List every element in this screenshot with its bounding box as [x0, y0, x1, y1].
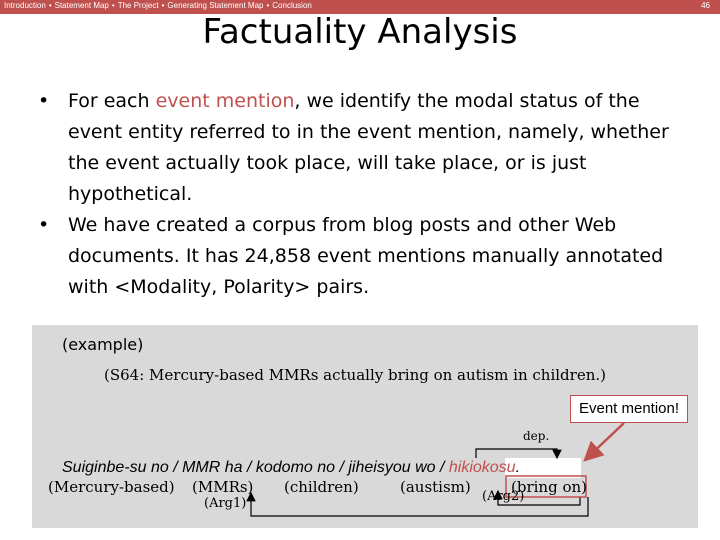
- example-sentence: (S64: Mercury-based MMRs actually bring on autism in children.): [104, 366, 606, 384]
- slide-title: Factuality Analysis: [202, 12, 518, 52]
- bullet-text-post: , we identify the modal status of the event entity referred to in the event mention, namely, whether the event actually took place, will take place, or is just hypothetical.: [68, 90, 669, 205]
- nav-separator: •: [48, 1, 52, 10]
- nav-item-introduction[interactable]: Introduction: [4, 1, 46, 10]
- nav-item-statement-map[interactable]: Statement Map: [54, 1, 109, 10]
- nav-separator: •: [266, 1, 270, 10]
- event-mention-term: event mention: [155, 90, 295, 112]
- dependency-arrows: [32, 325, 698, 528]
- bullet-marker: •: [38, 90, 50, 112]
- page-number: 46: [701, 1, 710, 10]
- gloss-mercury: (Mercury-based): [48, 478, 175, 496]
- gloss-mmrs: (MMRs): [192, 478, 254, 496]
- bullet-list: [36, 86, 686, 303]
- gloss-autism: (austism): [400, 478, 471, 496]
- nav-item-the-project[interactable]: The Project: [117, 1, 159, 10]
- dep-arrow: [476, 449, 557, 458]
- event-word: hikiokosu: [448, 459, 516, 476]
- bullet-text-pre: For each: [68, 90, 156, 112]
- nav-item-generating-statement-map[interactable]: Generating Statement Map: [167, 1, 264, 10]
- example-box: [32, 325, 698, 528]
- nav-separator: •: [161, 1, 165, 10]
- bullet-item: [36, 86, 686, 210]
- gloss-bring-on: (bring on): [511, 478, 587, 496]
- japanese-period: .: [515, 459, 521, 476]
- gloss-children: (children): [284, 478, 359, 496]
- nav-separator: •: [111, 1, 115, 10]
- event-mention-callout: Event mention!: [570, 395, 688, 423]
- nav-item-conclusion[interactable]: Conclusion: [272, 1, 312, 10]
- bullet-item: [36, 210, 686, 303]
- arg1-label: (Arg1): [204, 496, 247, 511]
- bullet-marker: •: [38, 214, 50, 236]
- japanese-sentence: [62, 459, 520, 477]
- japanese-text: Suiginbe-su no / MMR ha / kodomo no / jiheisyou wo /: [62, 459, 449, 476]
- arg2-label: (Arg2): [482, 489, 525, 504]
- example-label: (example): [62, 335, 144, 354]
- callout-pointer: [585, 423, 624, 460]
- dep-label: dep.: [523, 429, 550, 443]
- bullet-text: We have created a corpus from blog posts and other Web documents. It has 24,858 event mentions manually annotated with <Modality, Polarity> pairs.: [68, 214, 664, 298]
